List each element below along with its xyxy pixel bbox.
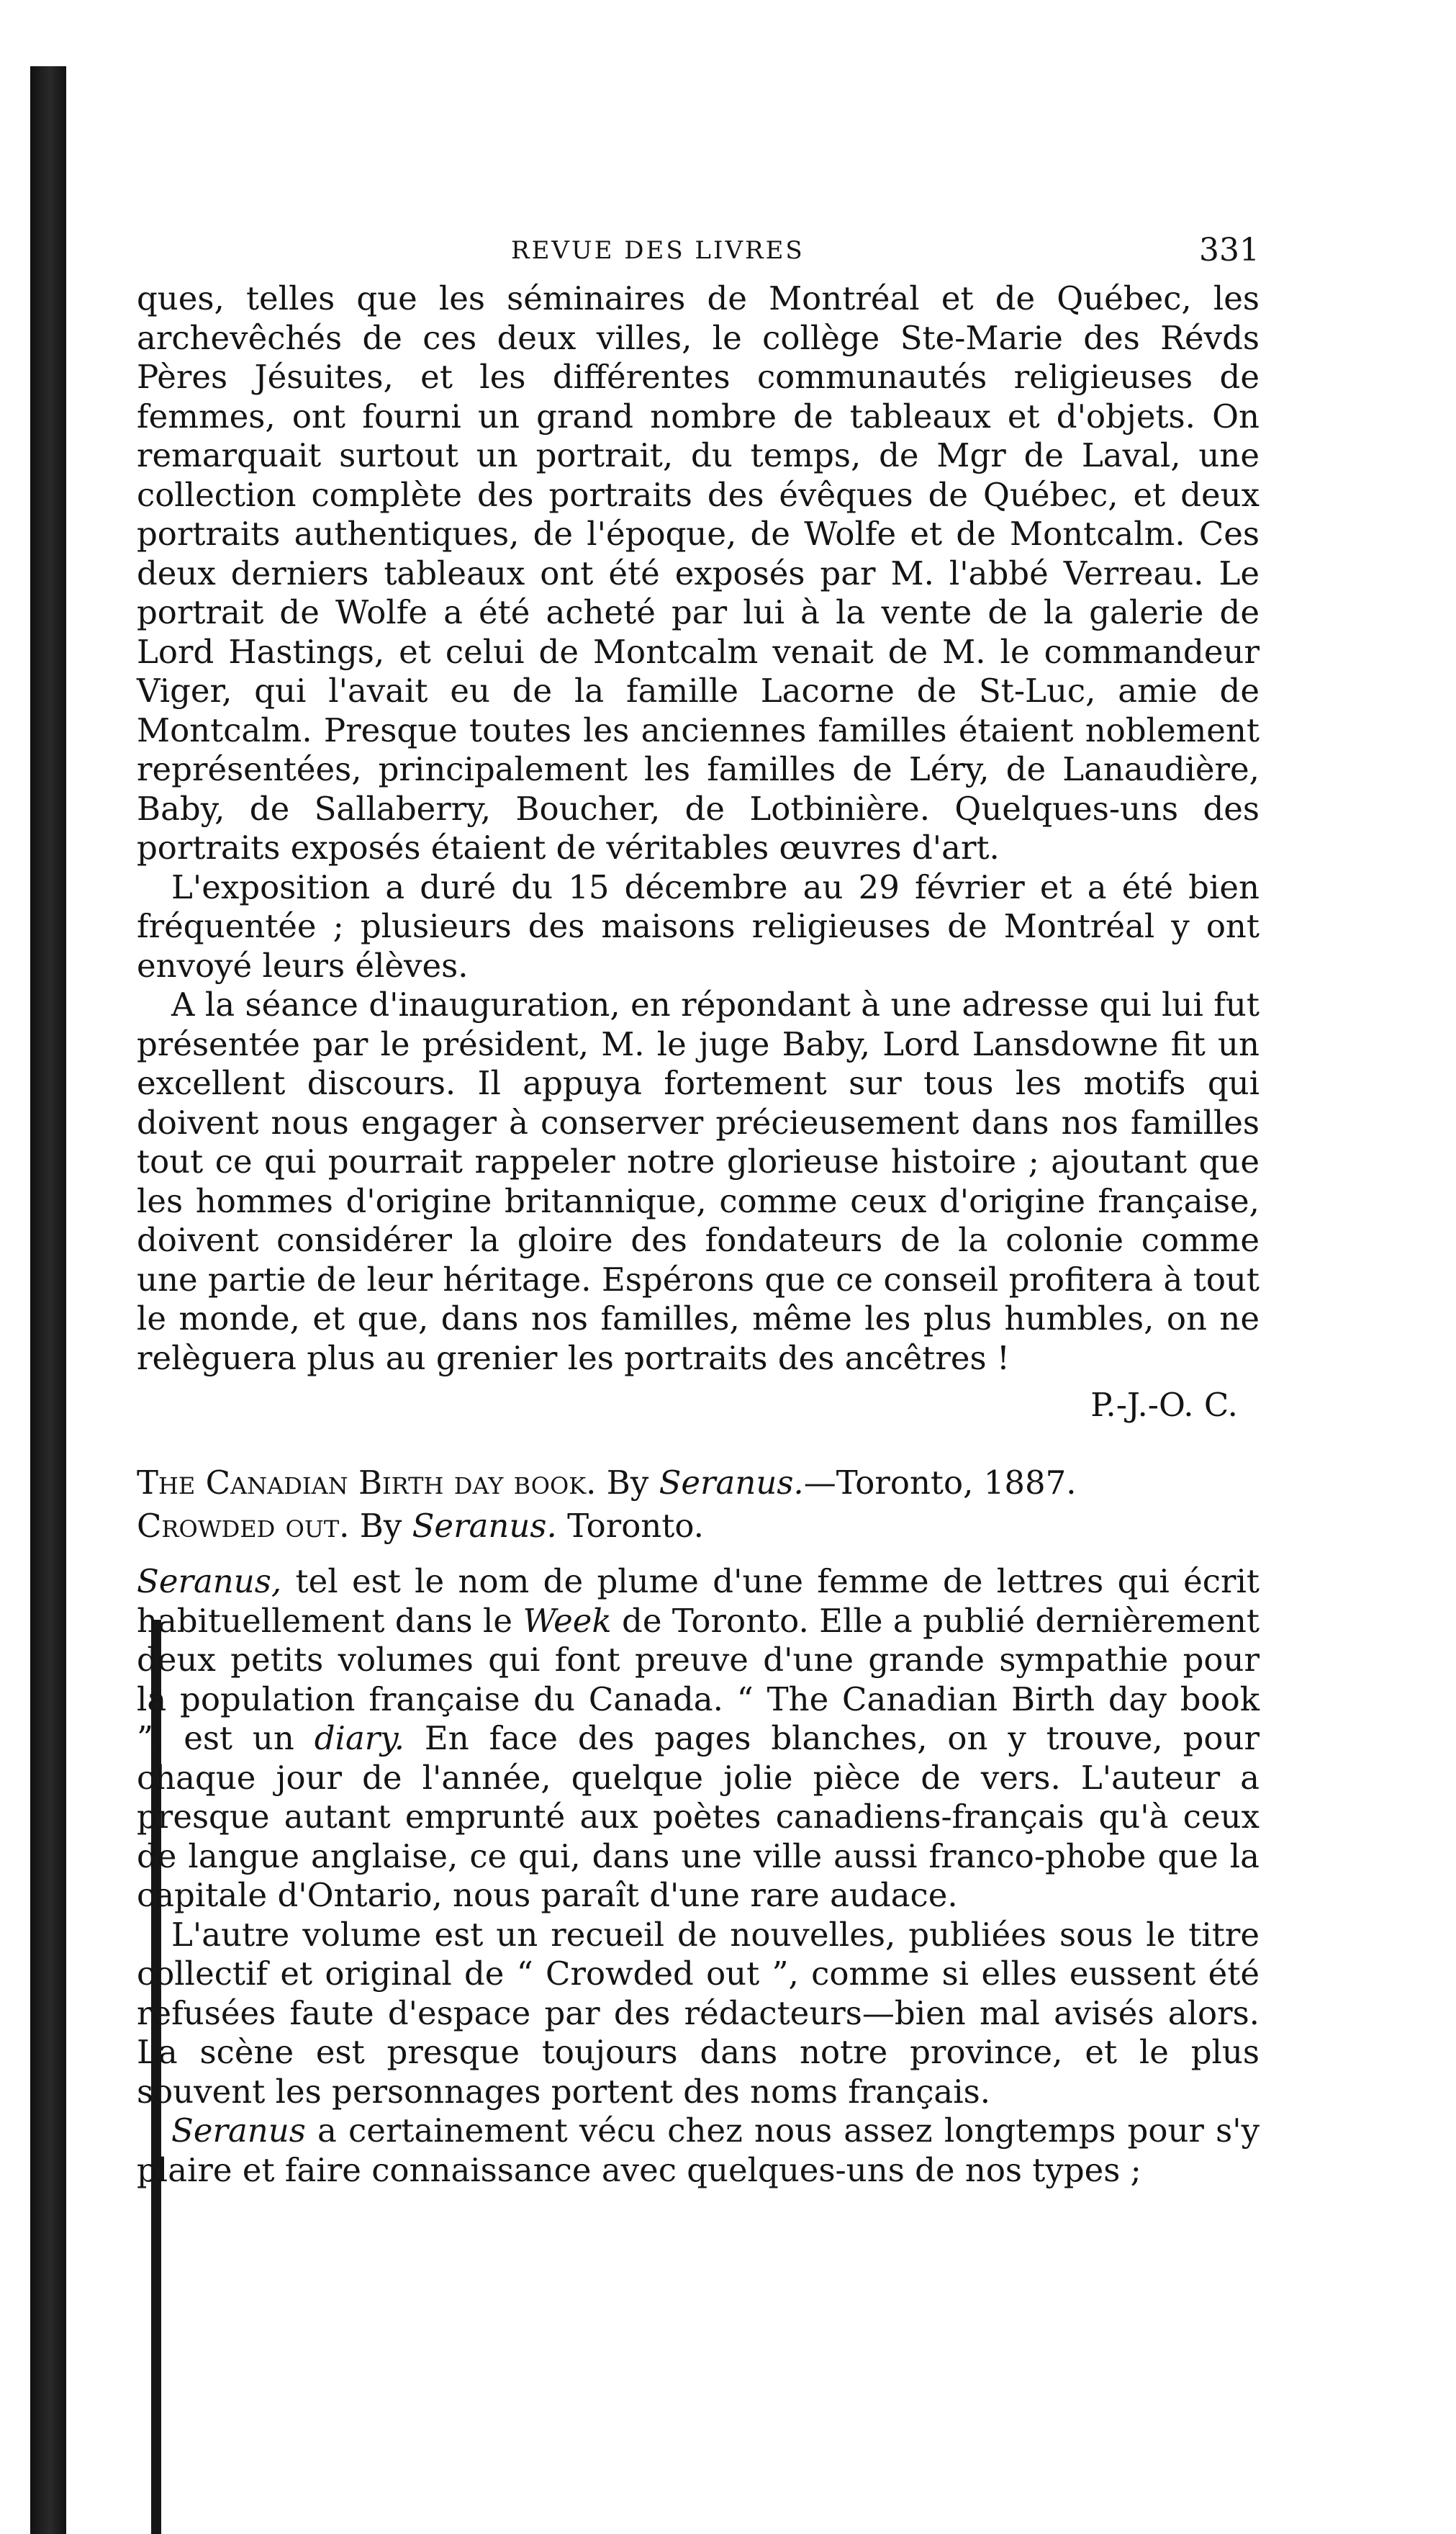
binding-shadow	[30, 66, 66, 2534]
book-title: Crowded out.	[137, 1507, 350, 1545]
book-page	[137, 216, 1260, 2190]
journal-name: Week	[523, 1601, 612, 1640]
book-publication: —Toronto, 1887.	[803, 1464, 1077, 1502]
book-by: By	[606, 1464, 649, 1502]
running-head: REVUE DES LIVRES	[511, 236, 805, 265]
book-entry	[137, 1505, 1260, 1548]
review-body	[137, 1562, 1260, 2190]
review-paragraph	[137, 1562, 1260, 1916]
review-paragraph: L'autre volume est un recueil de nouvelles, publiées sous le titre collectif et original de “ Crowded out ”, comme si elles eussent été refusées faute d'espace par des rédacteurs—bien mal avisés alors. La scène est presque toujours dans notre province, et le plus souvent les personnages portent des noms français.	[137, 1915, 1260, 2111]
book-author: Seranus.	[659, 1464, 804, 1502]
page-header	[137, 216, 1260, 274]
book-author: Seranus.	[412, 1507, 557, 1545]
pen-name: Seranus,	[137, 1562, 282, 1600]
book-title: The Canadian Birth day book.	[137, 1464, 597, 1502]
review-text: tel est le nom de plume d'une femme de lettres qui écrit habituellement dans le	[137, 1562, 1260, 1640]
page-number: 331	[1199, 232, 1260, 269]
review-text: En face des pages blanches, on y trouve, pour chaque jour de l'année, quelque jolie pièce de vers. L'auteur a presque autant emprunté aux poètes canadiens-français qu'à ceux de langue anglaise, ce qui, dans une ville aussi franco-phobe que la capitale d'Ontario, nous paraît d'une rare audace.	[137, 1719, 1260, 1914]
article-paragraph: L'exposition a duré du 15 décembre au 29 février et a été bien fréquentée ; plusieurs des maisons religieuses de Montréal y ont envoyé leurs élèves.	[137, 867, 1260, 985]
pen-name: Seranus	[171, 2111, 306, 2150]
article-paragraph: A la séance d'inauguration, en répondant à une adresse qui lui fut présentée par le président, M. le juge Baby, Lord Lansdowne fit un excellent discours. Il appuya fortement sur tous les motifs qui doivent nous engager à conserver précieusement dans nos familles tout ce qui pourrait rappeler notre glorieuse histoire ; ajoutant que les hommes d'origine britannique, comme ceux d'origine française, doivent considérer la gloire des fondateurs de la colonie comme une partie de leur héritage. Espérons que ce conseil profitera à tout le monde, et que, dans nos familles, même les plus humbles, on ne relèguera plus au grenier les portraits des ancêtres !	[137, 986, 1260, 1377]
diary-word: diary.	[314, 1719, 405, 1757]
review-text: de Toronto. Elle a publié dernièrement deux petits volumes qui font preuve d'une grande sympathie pour la population française du Canada. “ The Canadian Birth day book ”, est un	[137, 1601, 1260, 1757]
book-by: By	[359, 1507, 402, 1545]
article-paragraph: ques, telles que les séminaires de Montréal et de Québec, les archevêchés de ces deux villes, le collège Ste-Marie des Révds Pères Jésuites, et les différentes communautés religieuses de femmes, ont fourni un grand nombre de tableaux et d'objets. On remarquait surtout un portrait, du temps, de Mgr de Laval, une collection complète des portraits des évêques de Québec, et deux portraits authentiques, de l'époque, de Wolfe et de Montcalm. Ces deux derniers tableaux ont été exposés par M. l'abbé Verreau. Le portrait de Wolfe a été acheté par lui à la vente de la galerie de Lord Hastings, et celui de Montcalm venait de M. le commandeur Viger, qui l'avait eu de la famille Lacorne de St-Luc, amie de Montcalm. Presque toutes les anciennes familles étaient noblement représentées, principalement les familles de Léry, de Lanaudière, Baby, de Sallaberry, Boucher, de Lotbinière. Quelques-uns des portraits exposés étaient de véritables œuvres d'art.	[137, 279, 1260, 867]
book-entry	[137, 1461, 1260, 1505]
book-publication: Toronto.	[567, 1507, 704, 1545]
review-text: a certainement vécu chez nous assez longtemps pour s'y plaire et faire connaissance avec quelques-uns de nos types ;	[137, 2111, 1260, 2189]
review-paragraph	[137, 2111, 1260, 2190]
author-signature: P.-J.-O. C.	[1090, 1386, 1238, 1424]
